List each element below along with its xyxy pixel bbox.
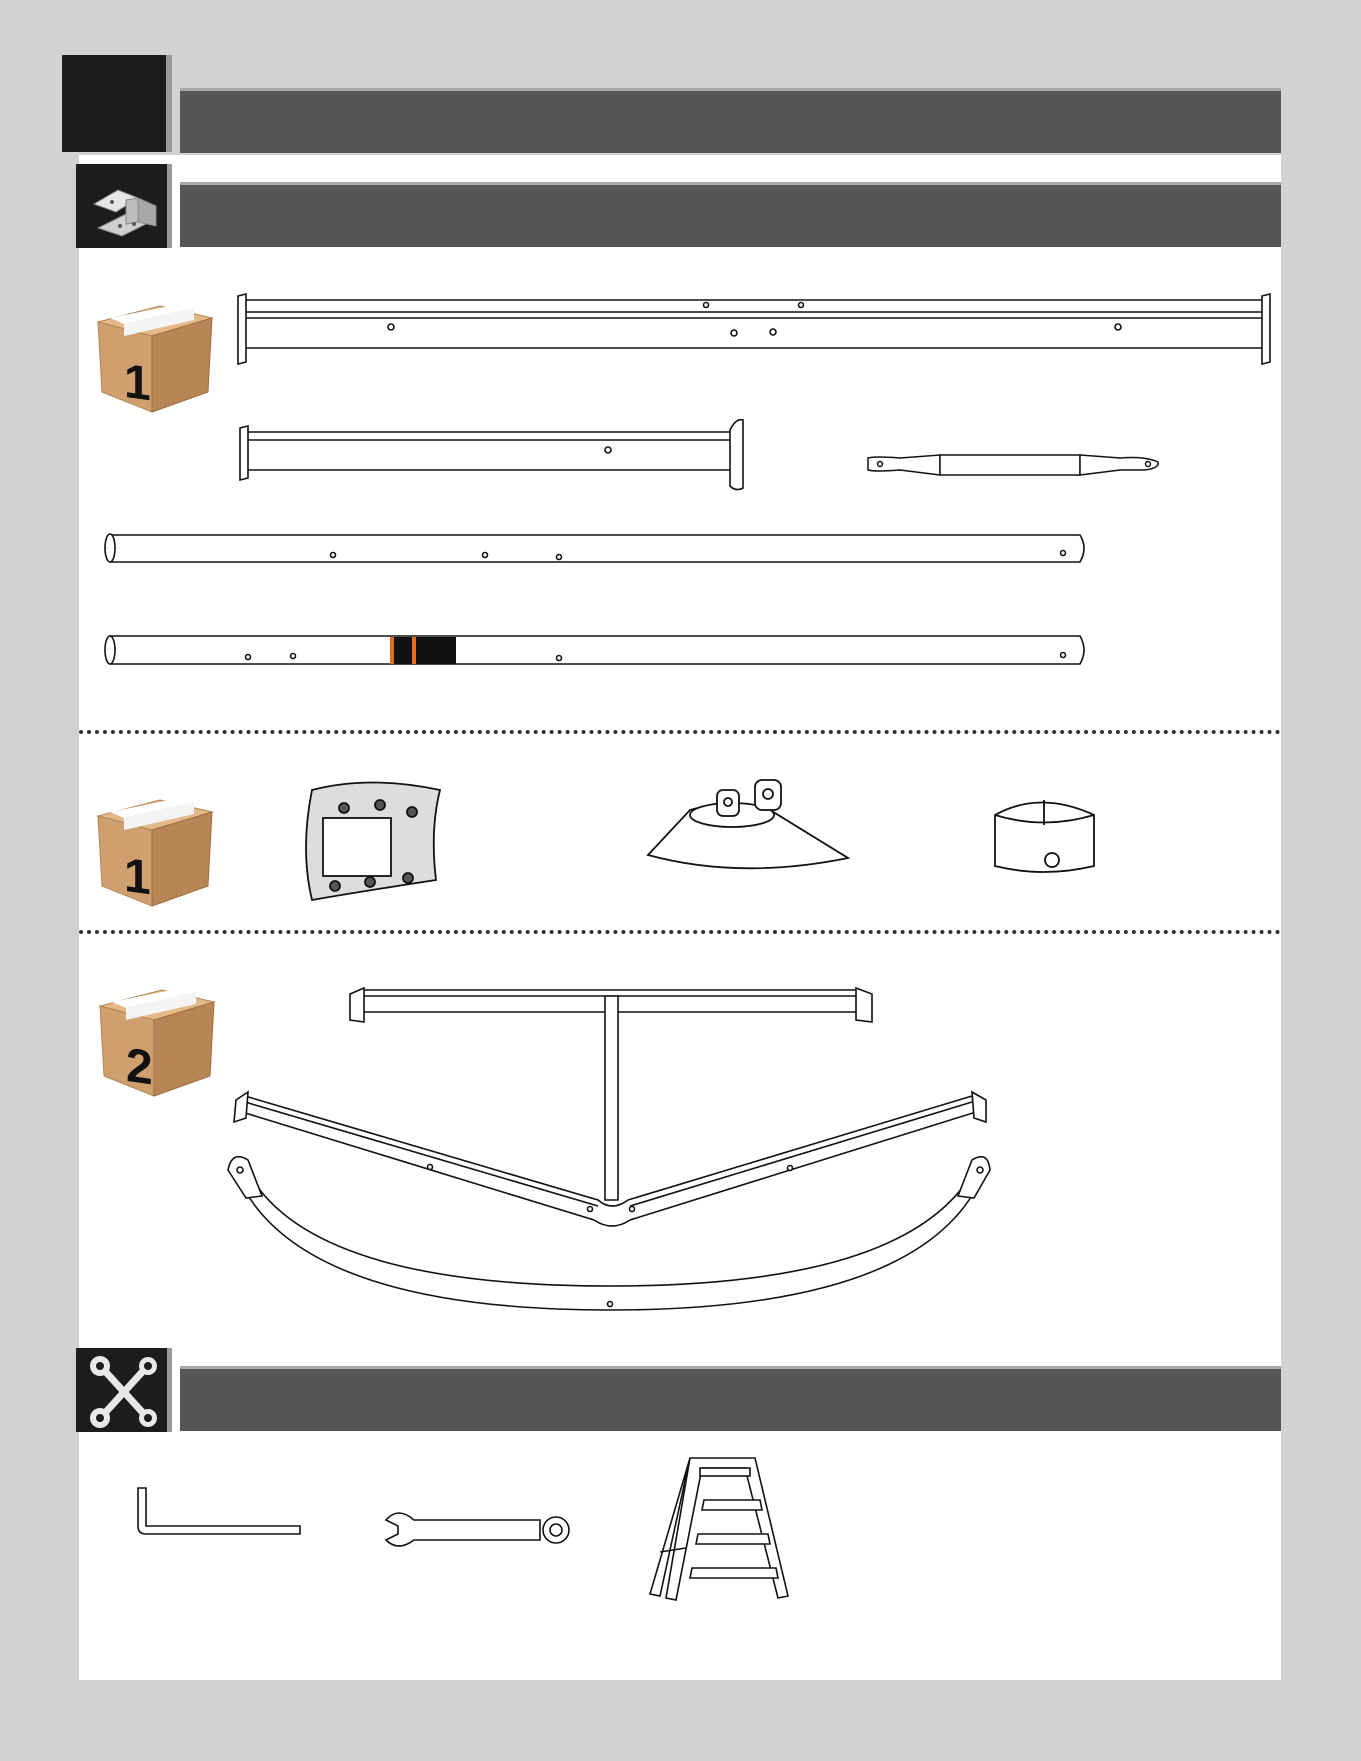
allen-key-icon (138, 1488, 300, 1534)
box-label: 1 (124, 847, 151, 906)
step-ladder-icon (650, 1458, 788, 1600)
combination-wrench-icon (386, 1513, 569, 1546)
box-label: 1 (124, 353, 151, 412)
box-label: 2 (126, 1037, 153, 1096)
